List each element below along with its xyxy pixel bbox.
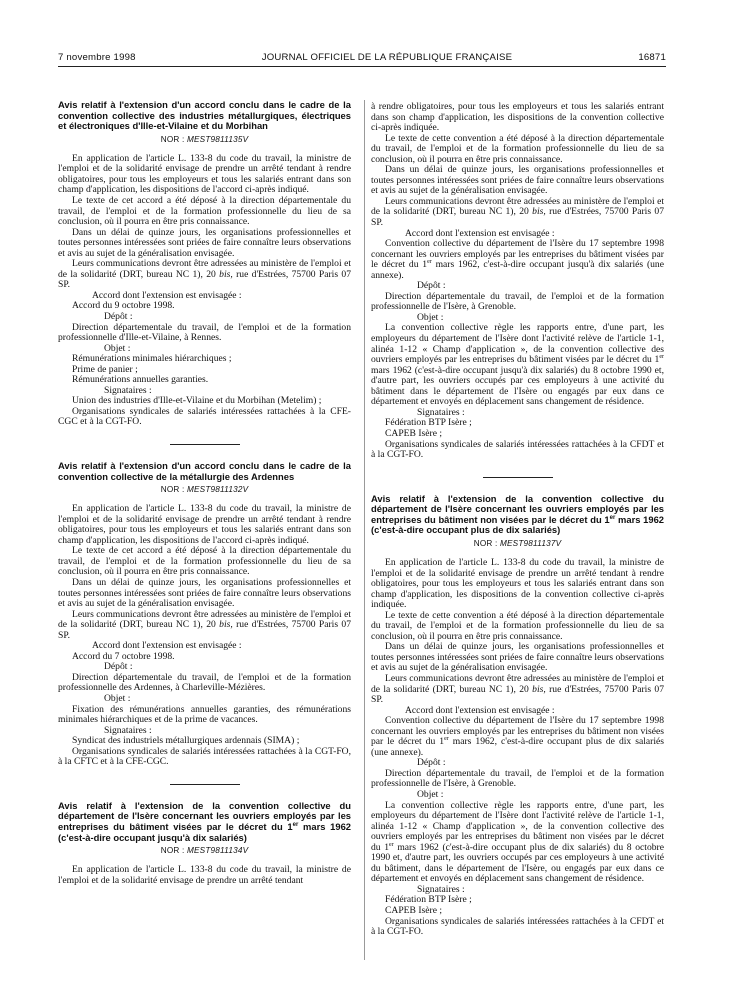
signataire-item: Organisations syndicales de salariés intéressées rattachées à la CFDT et à la CGT-FO. <box>371 438 664 461</box>
nor-code: MEST9811135V <box>186 134 249 144</box>
section-label: Signataires : <box>417 883 465 895</box>
objet-item: Fixation des rémunérations annuelles garanties, des rémunérations minimales hiérarchiques et de la prime de vacances. <box>58 703 351 726</box>
section-label: Signataires : <box>417 406 465 418</box>
section-label: Signataires : <box>104 384 152 396</box>
depot-text: Direction départementale du travail, de l'emploi et de la formation professionnelle d'Ille-et-Vilaine, à Rennes. <box>58 321 351 344</box>
accord-text: Accord du 7 octobre 1998. <box>72 650 175 662</box>
header-date: 7 novembre 1998 <box>58 52 136 63</box>
section-label: Accord dont l'extension est envisagée : <box>405 704 555 716</box>
notice-metallurgie-ardennes <box>58 461 351 768</box>
depot-text: Direction départementale du travail, de l'emploi et de la formation professionnelle des Ardennes, à Charleville-Mézières. <box>58 671 351 694</box>
section-label: Dépôt : <box>104 661 133 673</box>
paragraph: Le texte de cet accord a été déposé à la direction départementale du travail, de l'emploi et de la formation professionnelle du lieu de sa conclusion, où il pourra en être pris connaissance. <box>58 545 351 578</box>
signataire-item: Syndicat des industriels métallurgiques ardennais (SIMA) ; <box>72 735 300 747</box>
nor-reference: NOR : MEST9811137V <box>473 538 562 548</box>
section-label: Accord dont l'extension est envisagée : <box>92 640 242 652</box>
notice-title: Avis relatif à l'extension de la convention collective du département de l'Isère concernant les ouvriers employés par les entreprises du bâtiment non visées par le décret du 1er mars 1962 (c'est-à-dire occupant plus de dix salariés) <box>371 492 665 536</box>
notice-isere-batiment-jusqua-dix-salaries <box>58 801 351 886</box>
notice-isere-batiment-jusqua-dix-salaries-continued <box>371 102 664 461</box>
nor-reference: NOR : MEST9811132V <box>160 485 249 495</box>
paragraph: Dans un délai de quinze jours, les organisations professionnelles et toutes personnes intéressées sont priées de faire connaître leurs observations et avis au sujet de la généralisation envisagée. <box>371 641 664 674</box>
paragraph: Le texte de cette convention a été déposé à la direction départementale du travail, de l'emploi et de la formation professionnelle du lieu de sa conclusion, où il pourra en être pris connaissance. <box>371 132 664 165</box>
objet-item: Rémunérations annuelles garanties. <box>72 374 209 386</box>
section-label: Accord dont l'extension est envisagée : <box>92 289 242 301</box>
notice-title: Avis relatif à l'extension de la convention collective du département de l'Isère concernant les ouvriers employés par les entreprises du bâtiment visées par le décret du 1er mars 1962 (c'est-à-dire occupant jusqu'à dix salariés) <box>58 799 351 843</box>
nor-code: MEST9811132V <box>186 485 249 495</box>
paragraph: Leurs communications devront être adressées au ministère de l'emploi et de la solidarité (DRT, bureau NC 1), 20 bis, rue d'Estrées, 75700 Paris 07 SP. <box>371 195 664 229</box>
signataire-item: Fédération BTP Isère ; <box>385 417 472 429</box>
paragraph: En application de l'article L. 133-8 du code du travail, la ministre de l'emploi et de la solidarité envisage de prendre un arrêté tendant à rendre obligatoires, pour tous les employeurs et tous les salariés entrant dans son champ d'application, les dispositions de l'accord ci-après indiqué. <box>58 503 351 546</box>
header-journal-title: JOURNAL OFFICIEL DE LA RÉPUBLIQUE FRANÇAISE <box>261 52 513 63</box>
header-rule <box>58 66 666 67</box>
paragraph: Leurs communications devront être adressées au ministère de l'emploi et de la solidarité (DRT, bureau NC 1), 20 bis, rue d'Estrées, 75700 Paris 07 SP. <box>58 258 351 291</box>
signataire-item: Organisations syndicales de salariés intéressées rattachées à la CFDT et à la CGT-FO. <box>371 915 664 938</box>
notice-metallurgie-ille-et-vilaine <box>58 100 351 428</box>
accord-text: Accord du 9 octobre 1998. <box>72 300 175 312</box>
signataire-item: CAPEB Isère ; <box>385 427 443 439</box>
paragraph: Dans un délai de quinze jours, les organisations professionnelles et toutes personnes intéressées sont priées de faire connaître leurs observations et avis au sujet de la généralisation envisagée. <box>58 226 351 259</box>
notice-separator <box>483 477 553 478</box>
section-label: Dépôt : <box>104 310 133 322</box>
section-label: Dépôt : <box>417 757 446 769</box>
objet-item: Prime de panier ; <box>72 363 138 375</box>
paragraph: En application de l'article L. 133-8 du code du travail, la ministre de l'emploi et de la solidarité envisage de prendre un arrêté tendant <box>58 864 351 886</box>
page-header <box>58 52 666 63</box>
column-divider <box>364 100 365 960</box>
depot-text: Direction départementale du travail, de l'emploi et de la formation professionnelle de l'Isère, à Grenoble. <box>371 767 664 790</box>
paragraph: Leurs communications devront être adressées au ministère de l'emploi et de la solidarité (DRT, bureau NC 1), 20 bis, rue d'Estrées, 75700 Paris 07 SP. <box>58 608 351 641</box>
section-label: Signataires : <box>104 724 152 736</box>
accord-text: Convention collective du département de l'Isère du 17 septembre 1998 concernant les ouvriers employés par les entreprises du bâtiment visées par le décret du 1er mars 1962, c'est-à-dire occupant jusqu'à dix salariés (une annexe). <box>371 238 664 281</box>
section-label: Objet : <box>104 693 131 705</box>
left-column <box>58 100 351 886</box>
objet-text: La convention collective règle les rapports entre, d'une part, les employeurs du département de l'Isère dont l'activité relève de l'article 1-1, alinéa 1-12 « Champ d'application », de la convention collective des ouvriers employés par les entreprises du bâtiment non visées par le décret du 1er mars 1962 (c'est-à-dire occupant plus de dix salariés) du 8 octobre 1990 et, d'autre part, les ouvriers occupés par ces employeurs à une activité du bâtiment, dans le département de l'Isère, ou engagés par eux dans ce département et envoyés en déplacement sans changement de résidence. <box>371 799 664 885</box>
notice-isere-batiment-plus-de-dix-salaries <box>371 494 664 938</box>
objet-text: La convention collective règle les rapports entre, d'une part, les employeurs du département de l'Isère dont l'activité relève de l'article 1-1, alinéa 1-12 « Champ d'application », de la convention collective des ouvriers employés par les entreprises du bâtiment visées par le décret du 1er mars 1962 (c'est-à-dire occupant jusqu'à dix salariés) du 8 octobre 1990 et, d'autre part, les ouvriers occupés par ces employeurs à une activité du bâtiment dans le département de l'Isère ou engagés par eux dans ce département et envoyés en déplacement sans changement de résidence. <box>371 322 664 408</box>
notice-separator <box>170 784 240 785</box>
notice-separator <box>170 444 240 445</box>
paragraph: En application de l'article L. 133-8 du code du travail, la ministre de l'emploi et de la solidarité envisage de prendre un arrêté tendant à rendre obligatoires, pour tous les employeurs et tous les salariés entrant dans son champ d'application, les dispositions de l'accord ci-après indiqué. <box>58 152 351 196</box>
signataire-item: Union des industries d'Ille-et-Vilaine et du Morbihan (Metelim) ; <box>72 395 322 407</box>
nor-reference: NOR : MEST9811134V <box>160 846 249 856</box>
header-page-number: 16871 <box>638 52 666 63</box>
signataire-item: Organisations syndicales de salariés intéressées rattachées à la CGT-FO, à la CFTC et à la CFE-CGC. <box>58 745 351 768</box>
paragraph: Dans un délai de quinze jours, les organisations professionnelles et toutes personnes intéressées sont priées de faire connaître leurs observations et avis au sujet de la généralisation envisagée. <box>371 164 664 197</box>
notice-title: Avis relatif à l'extension d'un accord conclu dans le cadre de la convention collective de la métallurgie des Ardennes <box>58 460 351 482</box>
section-label: Objet : <box>417 789 444 800</box>
nor-reference: NOR : MEST9811135V <box>160 134 249 144</box>
paragraph: En application de l'article L. 133-8 du code du travail, la ministre de l'emploi et de la solidarité envisage de prendre un arrêté tendant à rendre obligatoires, pour tous les employeurs et tous les salariés entrant dans son champ d'application, les dispositions de la convention collective ci-après indiquée. <box>371 556 664 611</box>
paragraph: à rendre obligatoires, pour tous les employeurs et tous les salariés entrant dans son champ d'application, les dispositions de la convention collective ci-après indiquée. <box>371 101 664 134</box>
section-label: Accord dont l'extension est envisagée : <box>405 227 555 239</box>
section-label: Dépôt : <box>417 280 446 292</box>
depot-text: Direction départementale du travail, de l'emploi et de la formation professionnelle de l'Isère, à Grenoble. <box>371 290 664 313</box>
signataire-item: Organisations syndicales de salariés intéressées rattachées à la CFE-CGC et à la CGT-FO. <box>58 405 351 428</box>
notice-title: Avis relatif à l'extension d'un accord conclu dans le cadre de la convention collective des industries métallurgiques, électriques et électroniques d'Ille-et-Vilaine et du Morbihan <box>58 99 351 132</box>
objet-item: Rémunérations minimales hiérarchiques ; <box>72 353 232 365</box>
section-label: Objet : <box>417 311 444 323</box>
paragraph: Leurs communications devront être adressées au ministère de l'emploi et de la solidarité (DRT, bureau NC 1), 20 bis, rue d'Estrées, 75700 Paris 07 SP. <box>371 672 664 706</box>
signataire-item: CAPEB Isère ; <box>385 905 443 917</box>
nor-code: MEST9811137V <box>499 538 562 548</box>
section-label: Objet : <box>104 342 131 354</box>
paragraph: Dans un délai de quinze jours, les organisations professionnelles et toutes personnes intéressées sont priées de faire connaître leurs observations et avis au sujet de la généralisation envisagée. <box>58 577 351 610</box>
paragraph: Le texte de cette convention a été déposé à la direction départementale du travail, de l'emploi et de la formation professionnelle du lieu de sa conclusion, où il pourra en être pris connaissance. <box>371 609 664 642</box>
nor-code: MEST9811134V <box>186 846 249 856</box>
right-column <box>371 102 664 938</box>
accord-text: Convention collective du département de l'Isère du 17 septembre 1998 concernant les ouvriers employés par les entreprises du bâtiment non visées par le décret du 1er mars 1962, c'est-à-dire occupant plus de dix salariés (une annexe). <box>371 715 664 758</box>
signataire-item: Fédération BTP Isère ; <box>385 894 472 906</box>
paragraph: Le texte de cet accord a été déposé à la direction départementale du travail, de l'emploi et de la formation professionnelle du lieu de sa conclusion, où il pourra en être pris connaissance. <box>58 194 351 228</box>
